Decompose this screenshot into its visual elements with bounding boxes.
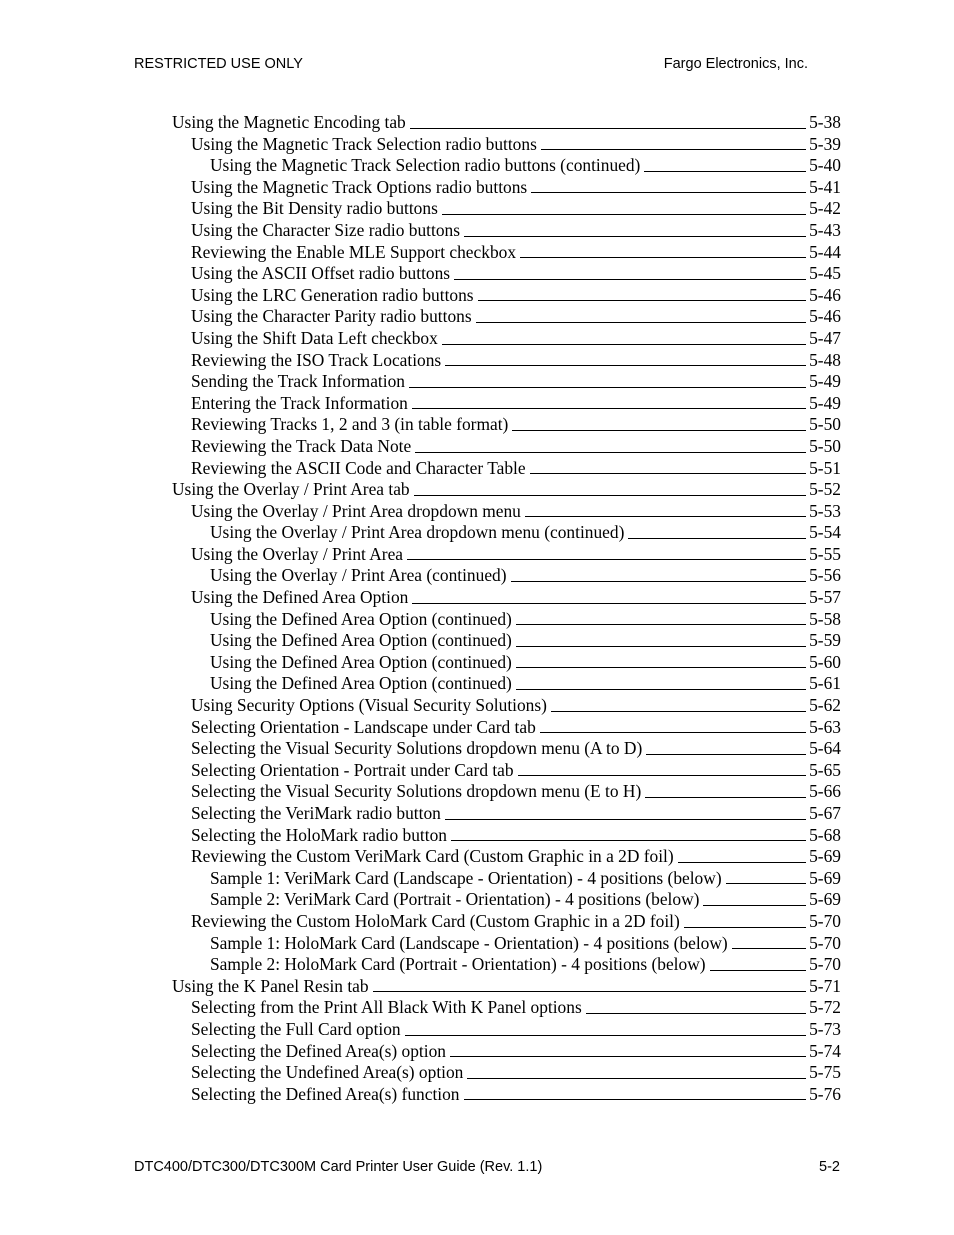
toc-entry-page: 5-52 [809, 479, 841, 500]
toc-entry[interactable] [172, 565, 841, 587]
toc-entry-page: 5-70 [809, 954, 841, 975]
toc-entry-page: 5-49 [809, 371, 841, 392]
toc-leader-line [445, 818, 806, 820]
toc-entry[interactable] [172, 738, 841, 760]
toc-entry[interactable] [172, 1084, 841, 1106]
toc-entry-title: Using the K Panel Resin tab [172, 975, 369, 996]
toc-entry[interactable] [172, 803, 841, 825]
toc-leader-line [525, 515, 806, 517]
toc-entry-page: 5-45 [809, 263, 841, 284]
toc-entry[interactable] [172, 501, 841, 523]
toc-entry-title: Using the Defined Area Option (continued) [210, 608, 512, 629]
toc-leader-line [409, 386, 806, 388]
toc-entry-title: Using the Defined Area Option [191, 587, 409, 608]
toc-entry[interactable] [172, 846, 841, 868]
toc-entry-page: 5-63 [809, 716, 841, 737]
toc-entry-title: Using the Overlay / Print Area (continued) [210, 565, 507, 586]
toc-entry-page: 5-46 [809, 306, 841, 327]
toc-entry-page: 5-61 [809, 673, 841, 694]
toc-leader-line [415, 451, 806, 453]
toc-leader-line [710, 969, 807, 971]
toc-entry-title: Reviewing the ISO Track Locations [191, 349, 442, 370]
toc-entry-page: 5-70 [809, 910, 841, 931]
toc-entry-page: 5-43 [809, 219, 841, 240]
toc-entry-page: 5-65 [809, 759, 841, 780]
toc-leader-line [541, 148, 806, 150]
toc-entry-title: Reviewing the Custom VeriMark Card (Custom Graphic in a 2D foil) [191, 846, 674, 867]
toc-leader-line [678, 861, 806, 863]
toc-entry-title: Using the Magnetic Encoding tab [172, 112, 406, 132]
toc-leader-line [646, 753, 806, 755]
toc-entry-title: Reviewing Tracks 1, 2 and 3 (in table format) [191, 414, 509, 435]
toc-entry[interactable] [172, 177, 841, 199]
toc-entry-page: 5-74 [809, 1040, 841, 1061]
toc-leader-line [454, 278, 806, 280]
toc-entry-page: 5-41 [809, 176, 841, 197]
toc-entry-title: Using the Character Parity radio buttons [191, 306, 472, 327]
toc-entry[interactable] [172, 522, 841, 544]
table-of-contents [172, 112, 841, 1105]
toc-entry[interactable] [172, 1041, 841, 1063]
toc-entry[interactable] [172, 220, 841, 242]
toc-entry-title: Using the Magnetic Track Selection radio buttons [191, 133, 537, 154]
toc-entry[interactable] [172, 1019, 841, 1041]
toc-entry[interactable] [172, 911, 841, 933]
toc-entry[interactable] [172, 933, 841, 955]
toc-entry-page: 5-66 [809, 781, 841, 802]
toc-entry[interactable] [172, 825, 841, 847]
toc-entry-title: Selecting Orientation - Landscape under Card tab [191, 716, 536, 737]
toc-entry[interactable] [172, 695, 841, 717]
toc-leader-line [586, 1012, 806, 1014]
toc-leader-line [407, 558, 806, 560]
toc-entry-page: 5-55 [809, 543, 841, 564]
toc-entry-title: Using the Overlay / Print Area tab [172, 479, 410, 500]
toc-entry[interactable] [172, 868, 841, 890]
toc-leader-line [451, 839, 806, 841]
toc-leader-line [516, 623, 806, 625]
toc-entry[interactable] [172, 630, 841, 652]
toc-entry[interactable] [172, 587, 841, 609]
toc-entry-page: 5-58 [809, 608, 841, 629]
toc-entry[interactable] [172, 652, 841, 674]
toc-leader-line [442, 343, 806, 345]
toc-entry-title: Using the Overlay / Print Area [191, 543, 404, 564]
toc-entry-title: Using the LRC Generation radio buttons [191, 284, 474, 305]
toc-leader-line [644, 170, 806, 172]
toc-entry-page: 5-69 [809, 889, 841, 910]
toc-leader-line [476, 321, 807, 323]
toc-leader-line [412, 602, 806, 604]
toc-entry-title: Using the ASCII Offset radio buttons [191, 263, 451, 284]
toc-entry-page: 5-69 [809, 867, 841, 888]
toc-entry-page: 5-38 [809, 112, 841, 132]
toc-leader-line [450, 1055, 806, 1057]
toc-leader-line [516, 688, 806, 690]
toc-entry[interactable] [172, 544, 841, 566]
toc-leader-line [516, 645, 806, 647]
toc-entry[interactable] [172, 717, 841, 739]
toc-entry[interactable] [172, 242, 841, 264]
toc-entry[interactable] [172, 1062, 841, 1084]
toc-leader-line [628, 537, 806, 539]
toc-entry-title: Sample 1: HoloMark Card (Landscape - Orientation) - 4 positions (below) [210, 932, 728, 953]
toc-entry-title: Selecting the Visual Security Solutions dropdown menu (A to D) [191, 738, 643, 759]
toc-entry-page: 5-68 [809, 824, 841, 845]
toc-entry-title: Reviewing the ASCII Code and Character Table [191, 457, 526, 478]
toc-leader-line [531, 191, 806, 193]
toc-entry-title: Using the Defined Area Option (continued) [210, 651, 512, 672]
toc-entry-page: 5-48 [809, 349, 841, 370]
toc-entry[interactable] [172, 760, 841, 782]
toc-entry-page: 5-42 [809, 198, 841, 219]
toc-entry-title: Selecting the Full Card option [191, 1018, 401, 1039]
toc-entry-page: 5-54 [809, 522, 841, 543]
toc-entry[interactable] [172, 393, 841, 415]
toc-entry-title: Selecting the Visual Security Solutions dropdown menu (E to H) [191, 781, 642, 802]
toc-leader-line [464, 1098, 807, 1100]
toc-entry[interactable] [172, 371, 841, 393]
toc-entry[interactable] [172, 263, 841, 285]
toc-leader-line [467, 1077, 806, 1079]
toc-entry[interactable] [172, 328, 841, 350]
toc-entry-page: 5-51 [809, 457, 841, 478]
toc-entry[interactable] [172, 112, 841, 134]
toc-entry-page: 5-50 [809, 414, 841, 435]
toc-entry-title: Using the Magnetic Track Selection radio buttons (continued) [210, 155, 641, 176]
toc-leader-line [726, 882, 807, 884]
toc-leader-line [551, 710, 806, 712]
toc-entry-page: 5-40 [809, 155, 841, 176]
toc-entry-page: 5-73 [809, 1018, 841, 1039]
toc-entry-title: Sending the Track Information [191, 371, 405, 392]
toc-entry[interactable] [172, 198, 841, 220]
toc-entry-title: Entering the Track Information [191, 392, 408, 413]
toc-entry[interactable] [172, 350, 841, 372]
toc-entry-page: 5-69 [809, 846, 841, 867]
toc-leader-line [520, 256, 806, 258]
toc-entry-title: Selecting the Undefined Area(s) option [191, 1062, 464, 1083]
toc-entry[interactable] [172, 889, 841, 911]
toc-leader-line [540, 731, 806, 733]
toc-leader-line [645, 796, 806, 798]
toc-entry-title: Using the Overlay / Print Area dropdown menu (continued) [210, 522, 625, 543]
toc-leader-line [442, 213, 806, 215]
toc-leader-line [732, 947, 806, 949]
toc-leader-line [410, 127, 806, 129]
toc-entry-page: 5-62 [809, 695, 841, 716]
toc-leader-line [464, 235, 806, 237]
toc-entry-page: 5-44 [809, 241, 841, 262]
toc-entry-title: Using the Shift Data Left checkbox [191, 327, 438, 348]
toc-entry-title: Using the Overlay / Print Area dropdown menu [191, 500, 521, 521]
toc-entry-title: Using the Magnetic Track Options radio buttons [191, 176, 528, 197]
toc-entry-title: Sample 1: VeriMark Card (Landscape - Orientation) - 4 positions (below) [210, 867, 722, 888]
toc-entry-title: Using Security Options (Visual Security Solutions) [191, 695, 547, 716]
toc-entry-title: Using the Character Size radio buttons [191, 219, 461, 240]
toc-leader-line [414, 494, 806, 496]
toc-entry-title: Reviewing the Custom HoloMark Card (Custom Graphic in a 2D foil) [191, 910, 680, 931]
toc-entry-page: 5-75 [809, 1062, 841, 1083]
toc-leader-line [478, 299, 807, 301]
toc-entry-page: 5-70 [809, 932, 841, 953]
toc-entry-page: 5-57 [809, 587, 841, 608]
toc-entry-title: Using the Defined Area Option (continued) [210, 673, 512, 694]
toc-entry-title: Reviewing the Track Data Note [191, 435, 412, 456]
toc-entry-title: Selecting the VeriMark radio button [191, 803, 441, 823]
toc-leader-line [405, 1034, 806, 1036]
toc-entry-page: 5-76 [809, 1083, 841, 1104]
toc-entry[interactable] [172, 306, 841, 328]
toc-entry-title: Selecting Orientation - Portrait under Card tab [191, 759, 514, 780]
toc-leader-line [412, 407, 806, 409]
toc-leader-line [703, 904, 806, 906]
toc-entry-page: 5-56 [809, 565, 841, 586]
toc-entry-title: Selecting the Defined Area(s) function [191, 1083, 460, 1104]
toc-entry-title: Selecting from the Print All Black With K Panel options [191, 997, 582, 1018]
toc-entry[interactable] [172, 134, 841, 156]
toc-entry[interactable] [172, 458, 841, 480]
toc-entry-title: Selecting the Defined Area(s) option [191, 1040, 446, 1061]
toc-entry[interactable] [172, 414, 841, 436]
toc-entry[interactable] [172, 479, 841, 501]
toc-entry-title: Using the Defined Area Option (continued) [210, 630, 512, 651]
toc-entry[interactable] [172, 976, 841, 998]
toc-entry-page: 5-53 [809, 500, 841, 521]
toc-entry-page: 5-47 [809, 327, 841, 348]
footer-page-number: 5-2 [819, 1159, 840, 1175]
toc-entry-title: Selecting the HoloMark radio button [191, 824, 447, 845]
toc-entry-page: 5-72 [809, 997, 841, 1018]
toc-entry-page: 5-39 [809, 133, 841, 154]
toc-entry-page: 5-59 [809, 630, 841, 651]
toc-entry-title: Sample 2: HoloMark Card (Portrait - Orientation) - 4 positions (below) [210, 954, 706, 975]
toc-entry[interactable] [172, 609, 841, 631]
toc-leader-line [516, 666, 806, 668]
toc-entry-page: 5-60 [809, 651, 841, 672]
toc-entry-page: 5-50 [809, 435, 841, 456]
toc-entry-page: 5-71 [809, 975, 841, 996]
toc-entry[interactable] [172, 954, 841, 976]
header-restriction-notice: RESTRICTED USE ONLY [134, 56, 303, 72]
toc-entry[interactable] [172, 673, 841, 695]
toc-leader-line [445, 364, 806, 366]
toc-entry-page: 5-46 [809, 284, 841, 305]
toc-leader-line [518, 774, 807, 776]
toc-entry[interactable] [172, 997, 841, 1019]
toc-leader-line [512, 429, 806, 431]
toc-entry[interactable] [172, 781, 841, 803]
header-company-name: Fargo Electronics, Inc. [663, 56, 808, 72]
toc-entry-page: 5-49 [809, 392, 841, 413]
toc-entry[interactable] [172, 285, 841, 307]
toc-entry[interactable] [172, 436, 841, 458]
toc-entry-title: Using the Bit Density radio buttons [191, 198, 438, 219]
toc-entry-title: Reviewing the Enable MLE Support checkbox [191, 241, 517, 262]
toc-entry-page: 5-67 [809, 803, 841, 823]
toc-leader-line [684, 926, 806, 928]
toc-leader-line [530, 472, 807, 474]
footer-document-title: DTC400/DTC300/DTC300M Card Printer User Guide (Rev. 1.1) [134, 1159, 543, 1175]
toc-entry-page: 5-64 [809, 738, 841, 759]
toc-entry-title: Sample 2: VeriMark Card (Portrait - Orientation) - 4 positions (below) [210, 889, 700, 910]
toc-leader-line [511, 580, 807, 582]
toc-entry[interactable] [172, 155, 841, 177]
toc-leader-line [373, 990, 807, 992]
